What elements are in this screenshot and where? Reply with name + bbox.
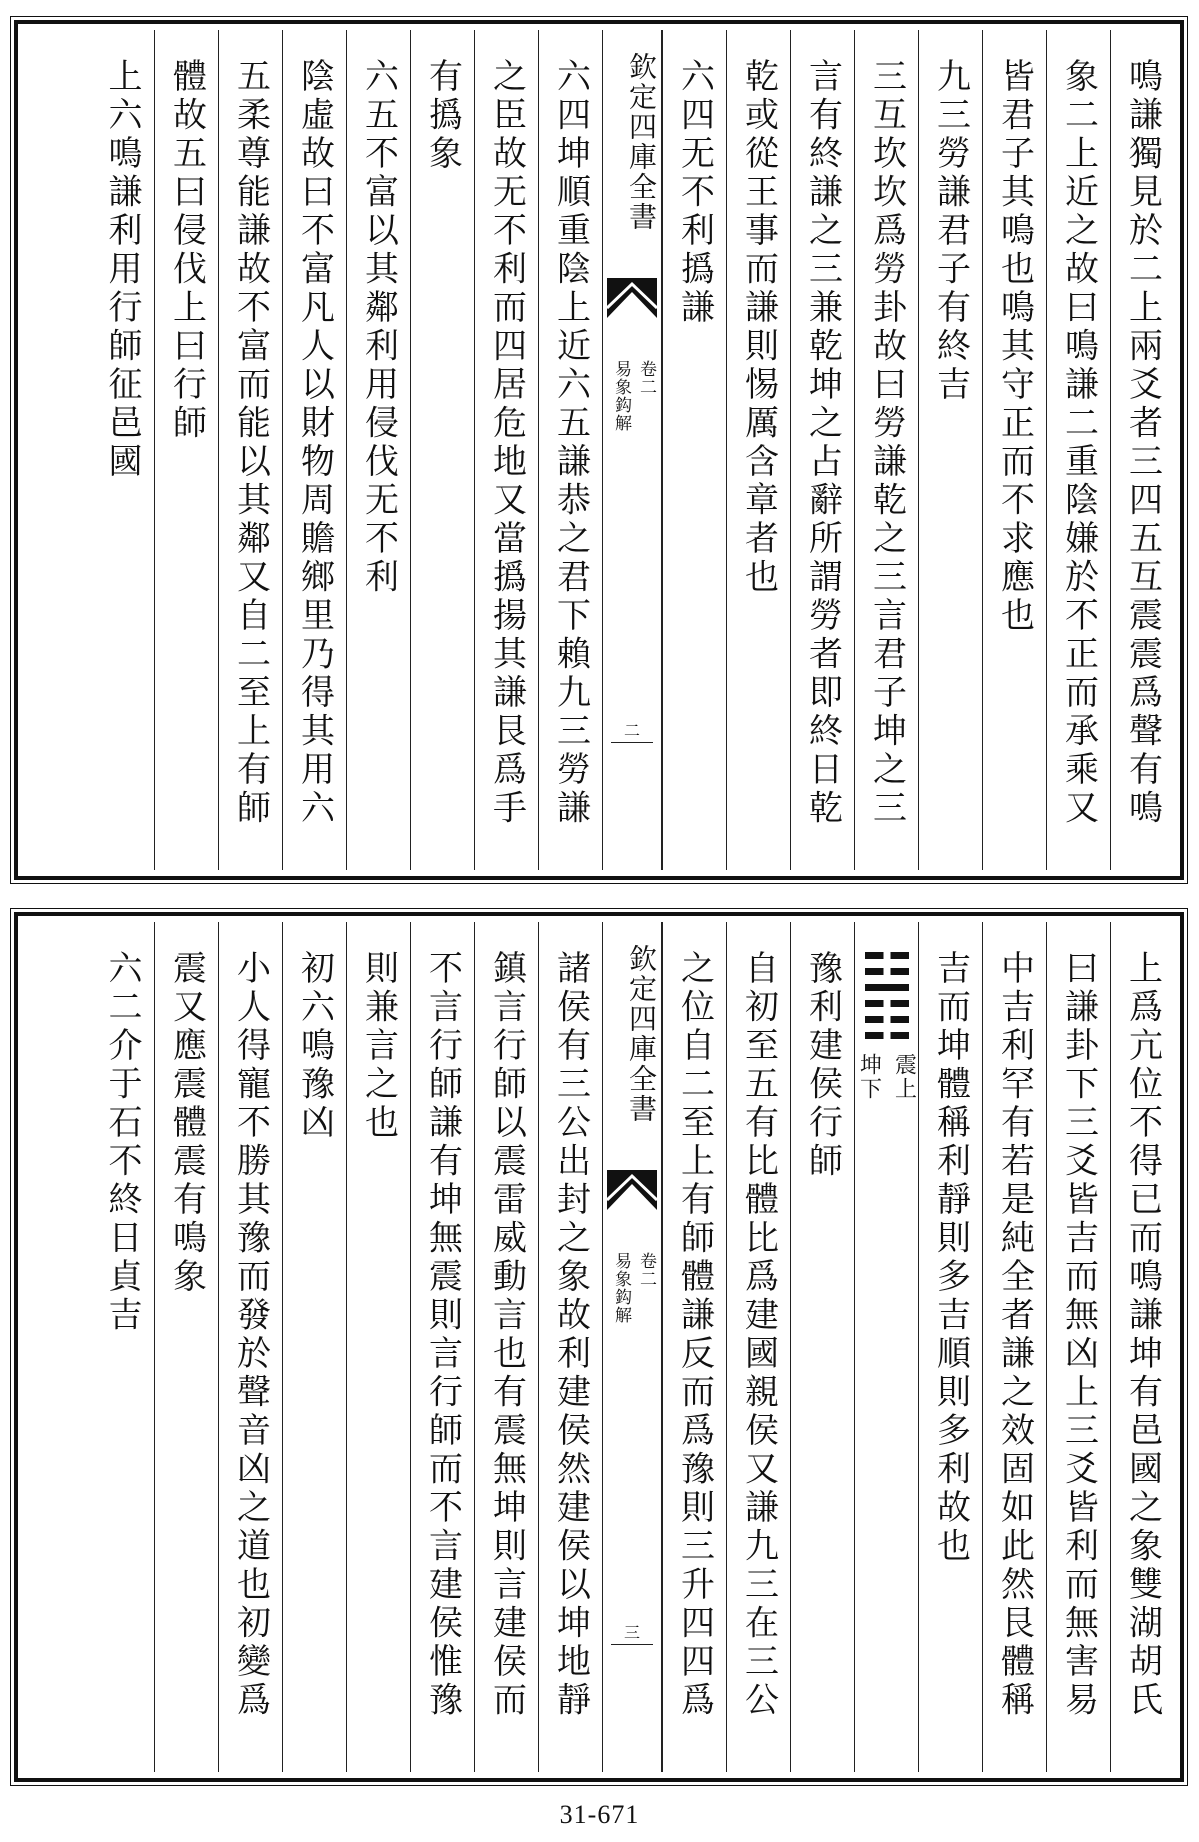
text-column xyxy=(726,922,790,1772)
column-text: 小人得寵不勝其豫而發於聲音凶之道也初變爲 xyxy=(230,950,271,1720)
text-column xyxy=(346,922,410,1772)
column-text: 言有終謙之三兼乾坤之占辭所謂勞者即終日乾 xyxy=(802,58,843,828)
book-title: 欽定四庫全書 xyxy=(625,52,658,232)
text-column xyxy=(474,922,538,1772)
page-number: 二 xyxy=(623,721,640,740)
text-column xyxy=(410,30,474,870)
column-text: 中吉利罕有若是純全者謙之效固如此然艮體稱 xyxy=(994,950,1035,1720)
text-column xyxy=(538,922,602,1772)
column-text: 六四坤順重陰上近六五謙恭之君下賴九三勞謙 xyxy=(550,58,591,828)
text-column xyxy=(474,30,538,870)
fish-tail-mark xyxy=(607,278,657,318)
volume-label xyxy=(609,360,655,432)
column-text: 之位自二至上有師體謙反而爲豫則三升四四爲 xyxy=(674,950,715,1720)
column-text: 有撝象 xyxy=(422,58,463,174)
column-text: 鳴謙獨見於二上兩爻者三四五互震震爲聲有鳴 xyxy=(1122,58,1163,828)
column-text: 吉而坤體稱利靜則多吉順則多利故也 xyxy=(930,950,971,1566)
text-column xyxy=(282,30,346,870)
column-text: 三互坎坎爲勞卦故曰勞謙乾之三言君子坤之三 xyxy=(866,58,907,828)
column-text: 震又應震體震有鳴象 xyxy=(166,950,207,1297)
column-text: 自初至五有比體比爲建國親侯又謙九三在三公 xyxy=(738,950,779,1720)
book-title: 欽定四庫全書 xyxy=(625,944,658,1124)
column-text: 上爲亢位不得已而鳴謙坤有邑國之象雙湖胡氏 xyxy=(1122,950,1163,1720)
yu-hexagram-icon xyxy=(855,922,918,1039)
volume-number: 卷二 xyxy=(636,1252,656,1288)
column-text: 乾或從王事而謙則惕厲含章者也 xyxy=(738,58,779,597)
column-text: 象二上近之故曰鳴謙二重陰嫌於不正而承乘又 xyxy=(1058,58,1099,828)
column-text: 初六鳴豫凶 xyxy=(294,950,335,1143)
volume-label xyxy=(609,1252,655,1324)
section-name: 易象鈎解 xyxy=(611,360,631,432)
column-text: 豫利建侯行師 xyxy=(802,950,843,1181)
column-text: 不言行師謙有坤無震則言行師而不言建侯惟豫 xyxy=(422,950,463,1720)
fold-rule xyxy=(611,1644,653,1645)
column-text: 皆君子其鳴也鳴其守正而不求應也 xyxy=(994,58,1035,636)
text-column xyxy=(218,30,282,870)
text-column xyxy=(662,30,726,870)
text-column xyxy=(218,922,282,1772)
text-column xyxy=(538,30,602,870)
text-column xyxy=(982,30,1046,870)
text-column xyxy=(726,30,790,870)
text-column xyxy=(982,922,1046,1772)
hexagram-column xyxy=(854,922,918,1772)
column-text: 五柔尊能謙故不富而能以其鄰又自二至上有師 xyxy=(230,58,271,828)
column-text: 諸侯有三公出封之象故利建侯然建侯以坤地靜 xyxy=(550,950,591,1720)
text-column xyxy=(918,922,982,1772)
center-fold xyxy=(602,30,662,870)
section-name: 易象鈎解 xyxy=(611,1252,631,1324)
text-column xyxy=(790,30,854,870)
text-column xyxy=(1046,30,1110,870)
center-fold xyxy=(602,922,662,1772)
text-column xyxy=(90,30,154,870)
text-column xyxy=(790,922,854,1772)
column-text: 六二介于石不終日貞吉 xyxy=(102,950,142,1335)
column-text: 六四无不利撝謙 xyxy=(674,58,715,328)
text-column xyxy=(410,922,474,1772)
footer-page-number: 31-671 xyxy=(559,1800,640,1829)
text-column xyxy=(282,922,346,1772)
text-column xyxy=(154,30,218,870)
column-text: 鎮言行師以震雷威動言也有震無坤則言建侯而 xyxy=(486,950,527,1720)
column-text: 上六鳴謙利用行師征邑國 xyxy=(102,58,142,482)
lower-trigram-label: 坤下 xyxy=(856,1053,882,1101)
upper-trigram-label: 震上 xyxy=(891,1053,917,1101)
column-text: 六五不富以其鄰利用侵伐无不利 xyxy=(358,58,399,597)
text-column xyxy=(346,30,410,870)
fold-rule xyxy=(611,742,653,743)
column-text: 則兼言之也 xyxy=(358,950,399,1143)
text-column xyxy=(154,922,218,1772)
column-text: 陰虛故曰不富凡人以財物周贍鄉里乃得其用六 xyxy=(294,58,335,828)
text-column xyxy=(854,30,918,870)
top-page xyxy=(14,20,1184,880)
text-column xyxy=(1110,30,1174,870)
text-column xyxy=(918,30,982,870)
text-column xyxy=(90,922,154,1772)
text-column xyxy=(1110,922,1174,1772)
column-text: 曰謙卦下三爻皆吉而無凶上三爻皆利而無害易 xyxy=(1058,950,1099,1720)
bottom-page xyxy=(14,912,1184,1782)
volume-number: 卷二 xyxy=(636,360,656,396)
page-number: 三 xyxy=(623,1623,640,1642)
fish-tail-mark xyxy=(607,1170,657,1210)
text-column xyxy=(1046,922,1110,1772)
column-text: 之臣故无不利而四居危地又當撝揚其謙艮爲手 xyxy=(486,58,527,828)
column-text: 體故五曰侵伐上曰行師 xyxy=(166,58,207,443)
column-text: 九三勞謙君子有終吉 xyxy=(930,58,971,405)
text-column xyxy=(662,922,726,1772)
